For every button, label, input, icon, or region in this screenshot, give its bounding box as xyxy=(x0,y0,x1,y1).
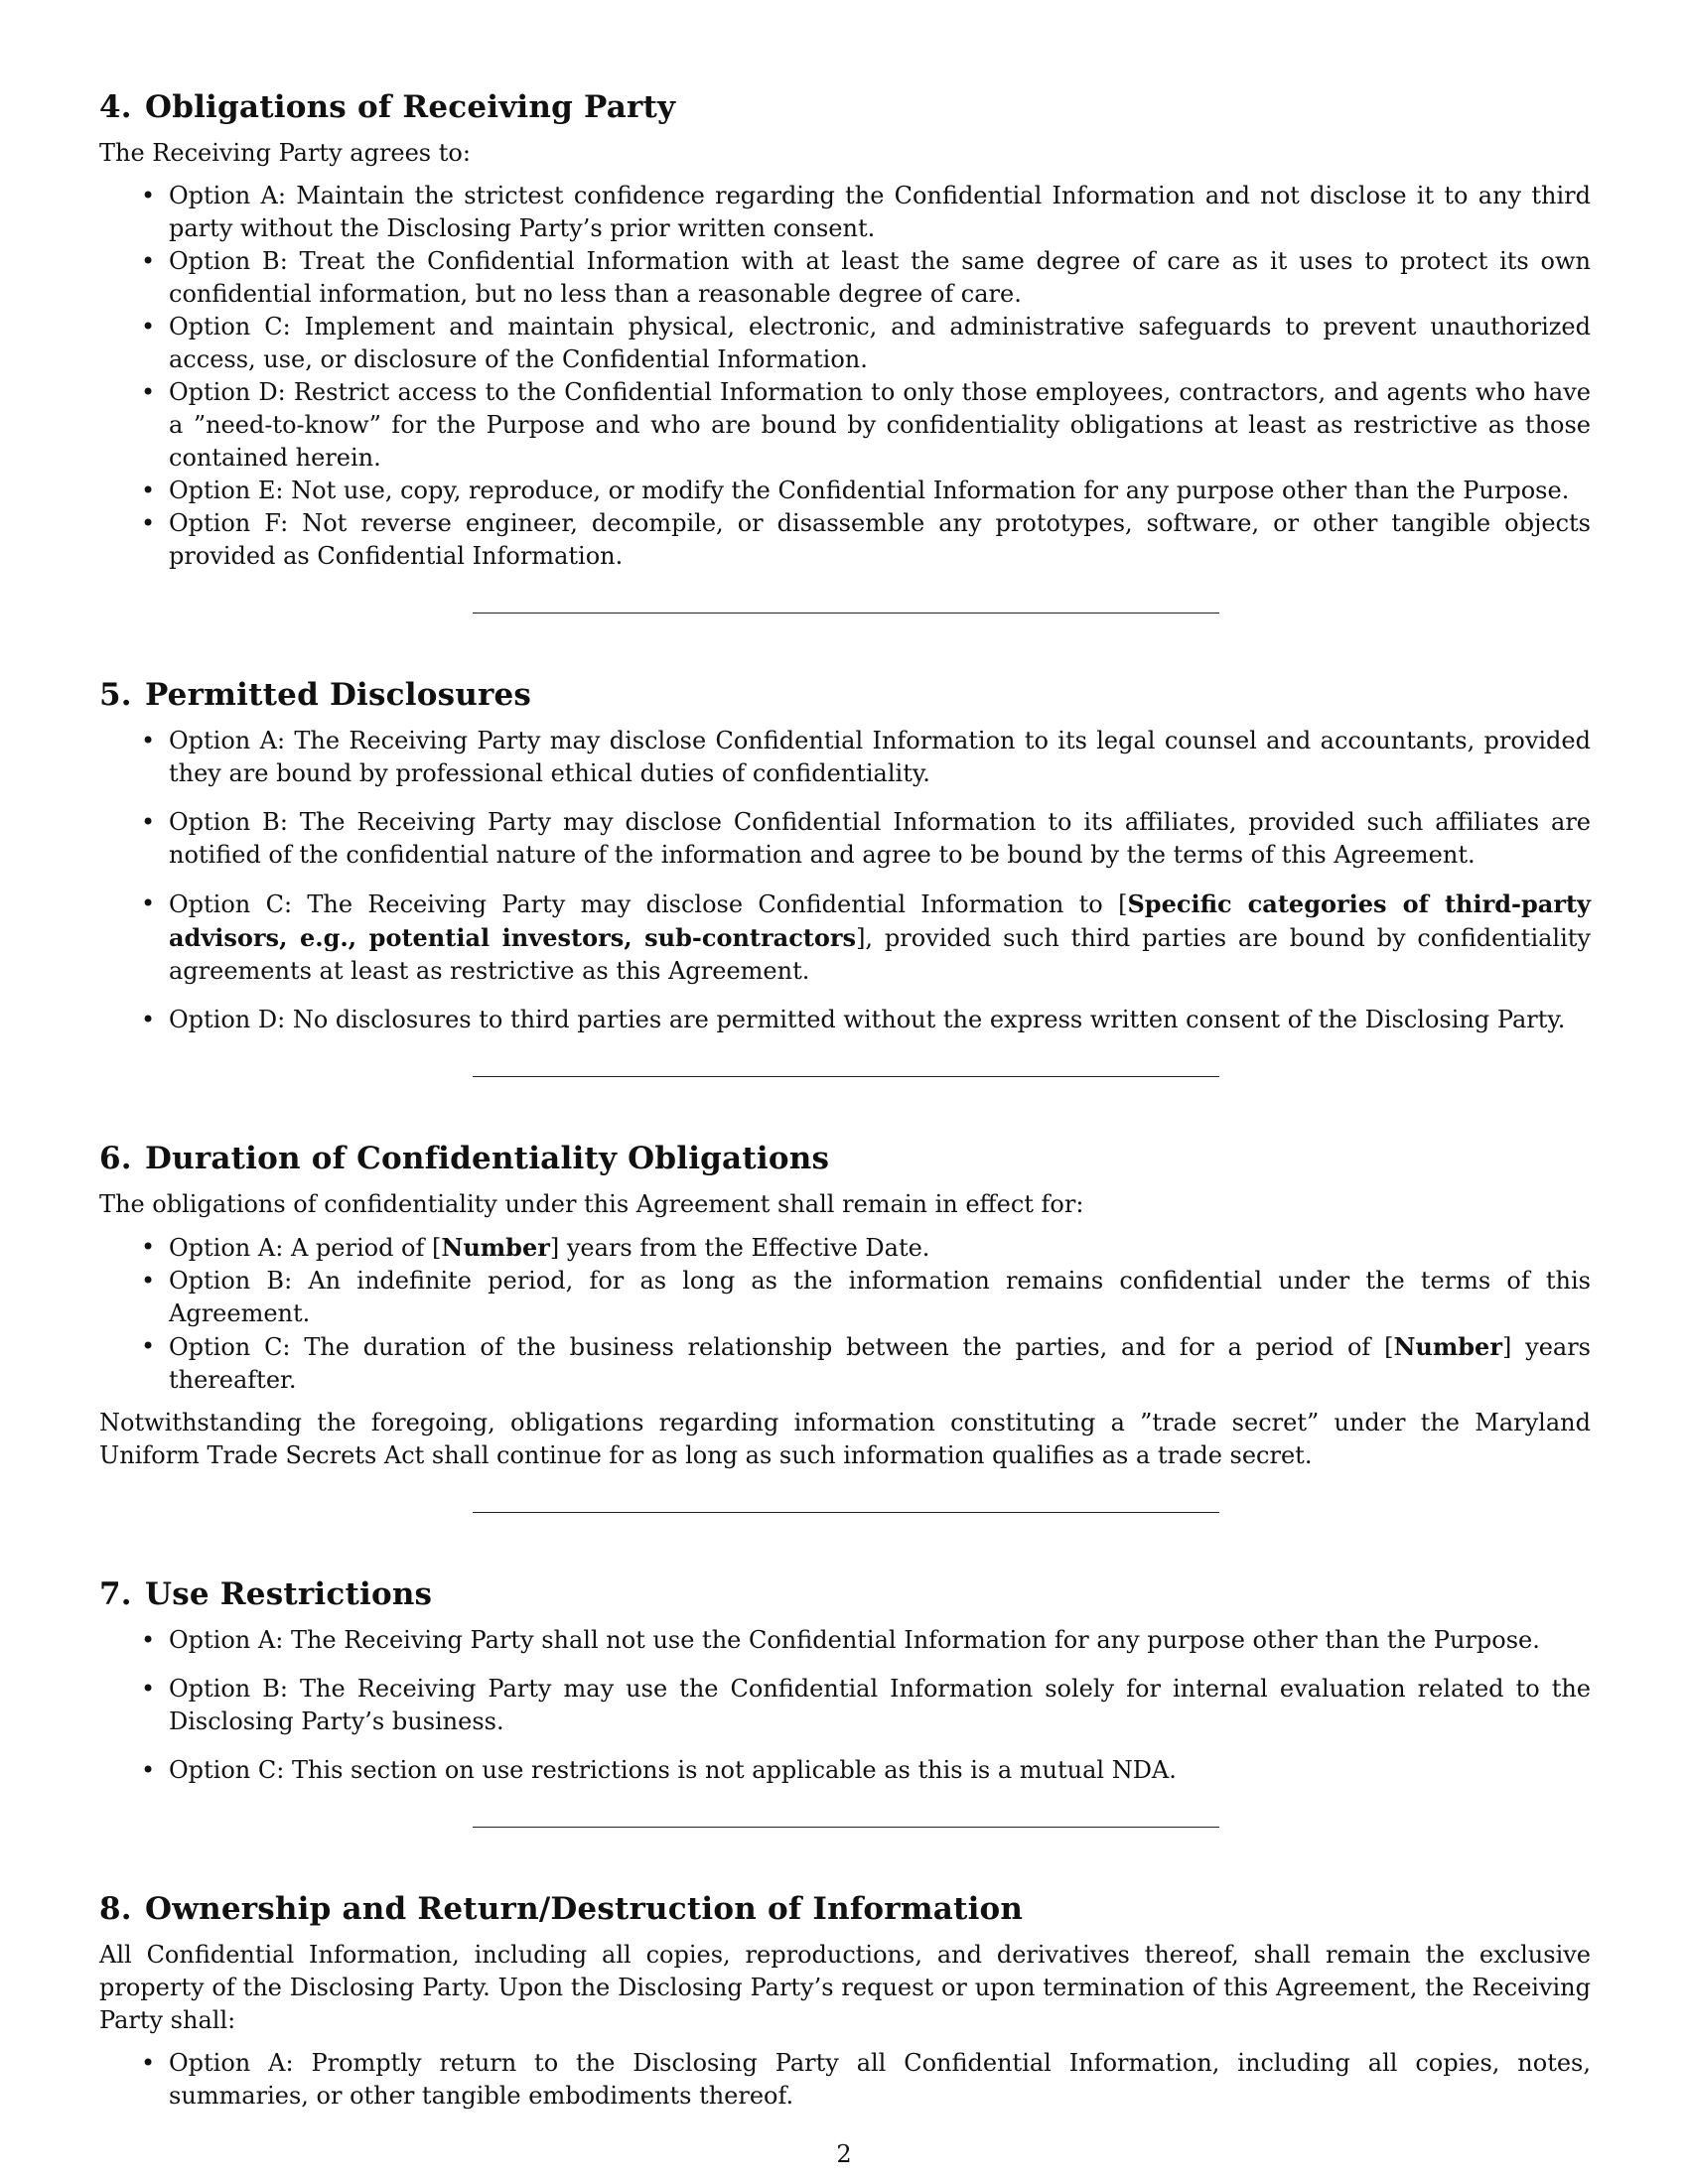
bullet-icon: • xyxy=(141,2049,156,2077)
bullet-icon: • xyxy=(141,1675,156,1703)
list-item: • Option D: No disclosures to third parties are permitted without the express written consent of the Disclosing Party. xyxy=(99,1004,1591,1036)
placeholder-field: Number xyxy=(1393,1332,1502,1361)
list-item: • Option B: The Receiving Party may disclose Confidential Information to its affiliates, provided such affiliates are notified of the confidential nature of the information and agree to be bound by the terms of this Agreement. xyxy=(141,808,1591,869)
placeholder-field: Number xyxy=(441,1233,550,1262)
section-number: 7. xyxy=(99,1576,132,1612)
option-list xyxy=(99,1231,1591,1397)
list-item: • Option B: The Receiving Party may use the Confidential Information solely for internal evaluation related to the Disclosing Party’s business. xyxy=(141,1675,1591,1735)
section-title: Ownership and Return/Destruction of Information xyxy=(145,1891,1024,1927)
section-number: 8. xyxy=(99,1891,132,1927)
section-title: Duration of Confidentiality Obligations xyxy=(145,1141,830,1176)
list-item: • Option C: The Receiving Party may disclose Confidential Information to [Specific categories of third-party advisors, e.g., potential investors, sub-contractors], provided such third parties are bound by confidentiality agreements at least as restrictive as this Agreement. xyxy=(141,889,1591,985)
list-item: • Option E: Not use, copy, reproduce, or modify the Confidential Information for any purpose other than the Purpose. xyxy=(99,475,1591,507)
section-number: 4. xyxy=(99,89,132,125)
section-duration xyxy=(99,1139,1591,1472)
section-heading xyxy=(99,1889,1591,1929)
bullet-icon: • xyxy=(141,477,156,504)
section-number: 5. xyxy=(99,677,132,713)
section-note: Notwithstanding the foregoing, obligations regarding information constituting a ”trade secret” under the Maryland Uniform Trade Secrets Act shall continue for as long as such information qualifies as a trade secret. xyxy=(99,1409,1591,1469)
section-permitted-disclosures xyxy=(99,675,1591,1036)
list-item: • Option A: The Receiving Party shall not use the Confidential Information for any purpose other than the Purpose. xyxy=(99,1624,1591,1657)
section-title: Use Restrictions xyxy=(145,1576,433,1612)
bullet-icon: • xyxy=(141,727,156,754)
bullet-icon: • xyxy=(141,1626,156,1654)
bullet-icon: • xyxy=(141,1233,156,1261)
section-heading xyxy=(99,675,1591,715)
list-item: • Option C: This section on use restrictions is not applicable as this is a mutual NDA. xyxy=(99,1754,1591,1787)
bullet-icon: • xyxy=(141,182,156,209)
list-item: • Option D: Restrict access to the Confidential Information to only those employees, contractors, and agents who have a ”need-to-know” for the Purpose and who are bound by confidentiality obligations at least as restrictive as those contained herein. xyxy=(141,378,1591,472)
section-divider xyxy=(99,613,1591,614)
section-title: Permitted Disclosures xyxy=(145,677,532,713)
list-item: • Option A: The Receiving Party may disclose Confidential Information to its legal counsel and accountants, provided they are bound by professional ethical duties of confidentiality. xyxy=(141,727,1591,787)
bullet-icon: • xyxy=(141,313,156,341)
list-item: • Option B: Treat the Confidential Information with at least the same degree of care as it uses to protect its own confidential information, but no less than a reasonable degree of care. xyxy=(141,247,1591,308)
placeholder-field: Specific categories of third-party advisors, e.g., potential investors, sub-contractors xyxy=(169,889,1591,952)
section-intro: The Receiving Party agrees to: xyxy=(99,139,471,167)
document-page xyxy=(99,87,1591,2122)
bullet-icon: • xyxy=(141,808,156,836)
bullet-icon: • xyxy=(141,889,156,917)
bullet-icon: • xyxy=(141,1756,156,1784)
section-title: Obligations of Receiving Party xyxy=(145,89,676,125)
option-list xyxy=(99,1624,1591,1787)
list-item: • Option B: An indefinite period, for as long as the information remains confidential under the terms of this Agreement. xyxy=(141,1267,1591,1327)
section-heading xyxy=(99,1139,1591,1178)
option-list xyxy=(99,180,1591,573)
section-number: 6. xyxy=(99,1141,132,1176)
list-item: • Option A: Maintain the strictest confidence regarding the Confidential Information and not disclose it to any third party without the Disclosing Party’s prior written consent. xyxy=(141,182,1591,242)
list-item: • Option C: The duration of the business relationship between the parties, and for a period of [Number] years thereafter. xyxy=(141,1332,1591,1394)
section-use-restrictions xyxy=(99,1574,1591,1787)
bullet-icon: • xyxy=(141,1267,156,1295)
section-intro: The obligations of confidentiality under this Agreement shall remain in effect for: xyxy=(99,1190,1084,1218)
bullet-icon: • xyxy=(141,1006,156,1033)
bullet-icon: • xyxy=(141,247,156,275)
section-divider xyxy=(99,1076,1591,1077)
list-item: • Option A: A period of [Number] years from the Effective Date. xyxy=(141,1233,930,1262)
section-divider xyxy=(99,1512,1591,1513)
page-number: 2 xyxy=(836,2140,852,2168)
section-heading xyxy=(99,1574,1591,1614)
bullet-icon: • xyxy=(141,509,156,537)
section-heading xyxy=(99,87,1591,127)
option-list xyxy=(99,725,1591,1036)
list-item: • Option A: Promptly return to the Disclosing Party all Confidential Information, including all copies, notes, summaries, or other tangible embodiments thereof. xyxy=(141,2049,1591,2110)
list-item: • Option F: Not reverse engineer, decompile, or disassemble any prototypes, software, or other tangible objects provided as Confidential Information. xyxy=(141,509,1591,570)
list-item: • Option C: Implement and maintain physical, electronic, and administrative safeguards to prevent unauthorized access, use, or disclosure of the Confidential Information. xyxy=(141,313,1591,373)
bullet-icon: • xyxy=(141,1332,156,1360)
section-divider xyxy=(99,1827,1591,1828)
section-obligations xyxy=(99,87,1591,573)
option-list xyxy=(99,2047,1591,2113)
section-intro: All Confidential Information, including all copies, reproductions, and derivatives thereof, shall remain the exclusive property of the Disclosing Party. Upon the Disclosing Party’s request or upon termination of this Agreement, the Receiving Party shall: xyxy=(99,1941,1591,2034)
section-ownership-return xyxy=(99,1889,1591,2113)
bullet-icon: • xyxy=(141,378,156,406)
